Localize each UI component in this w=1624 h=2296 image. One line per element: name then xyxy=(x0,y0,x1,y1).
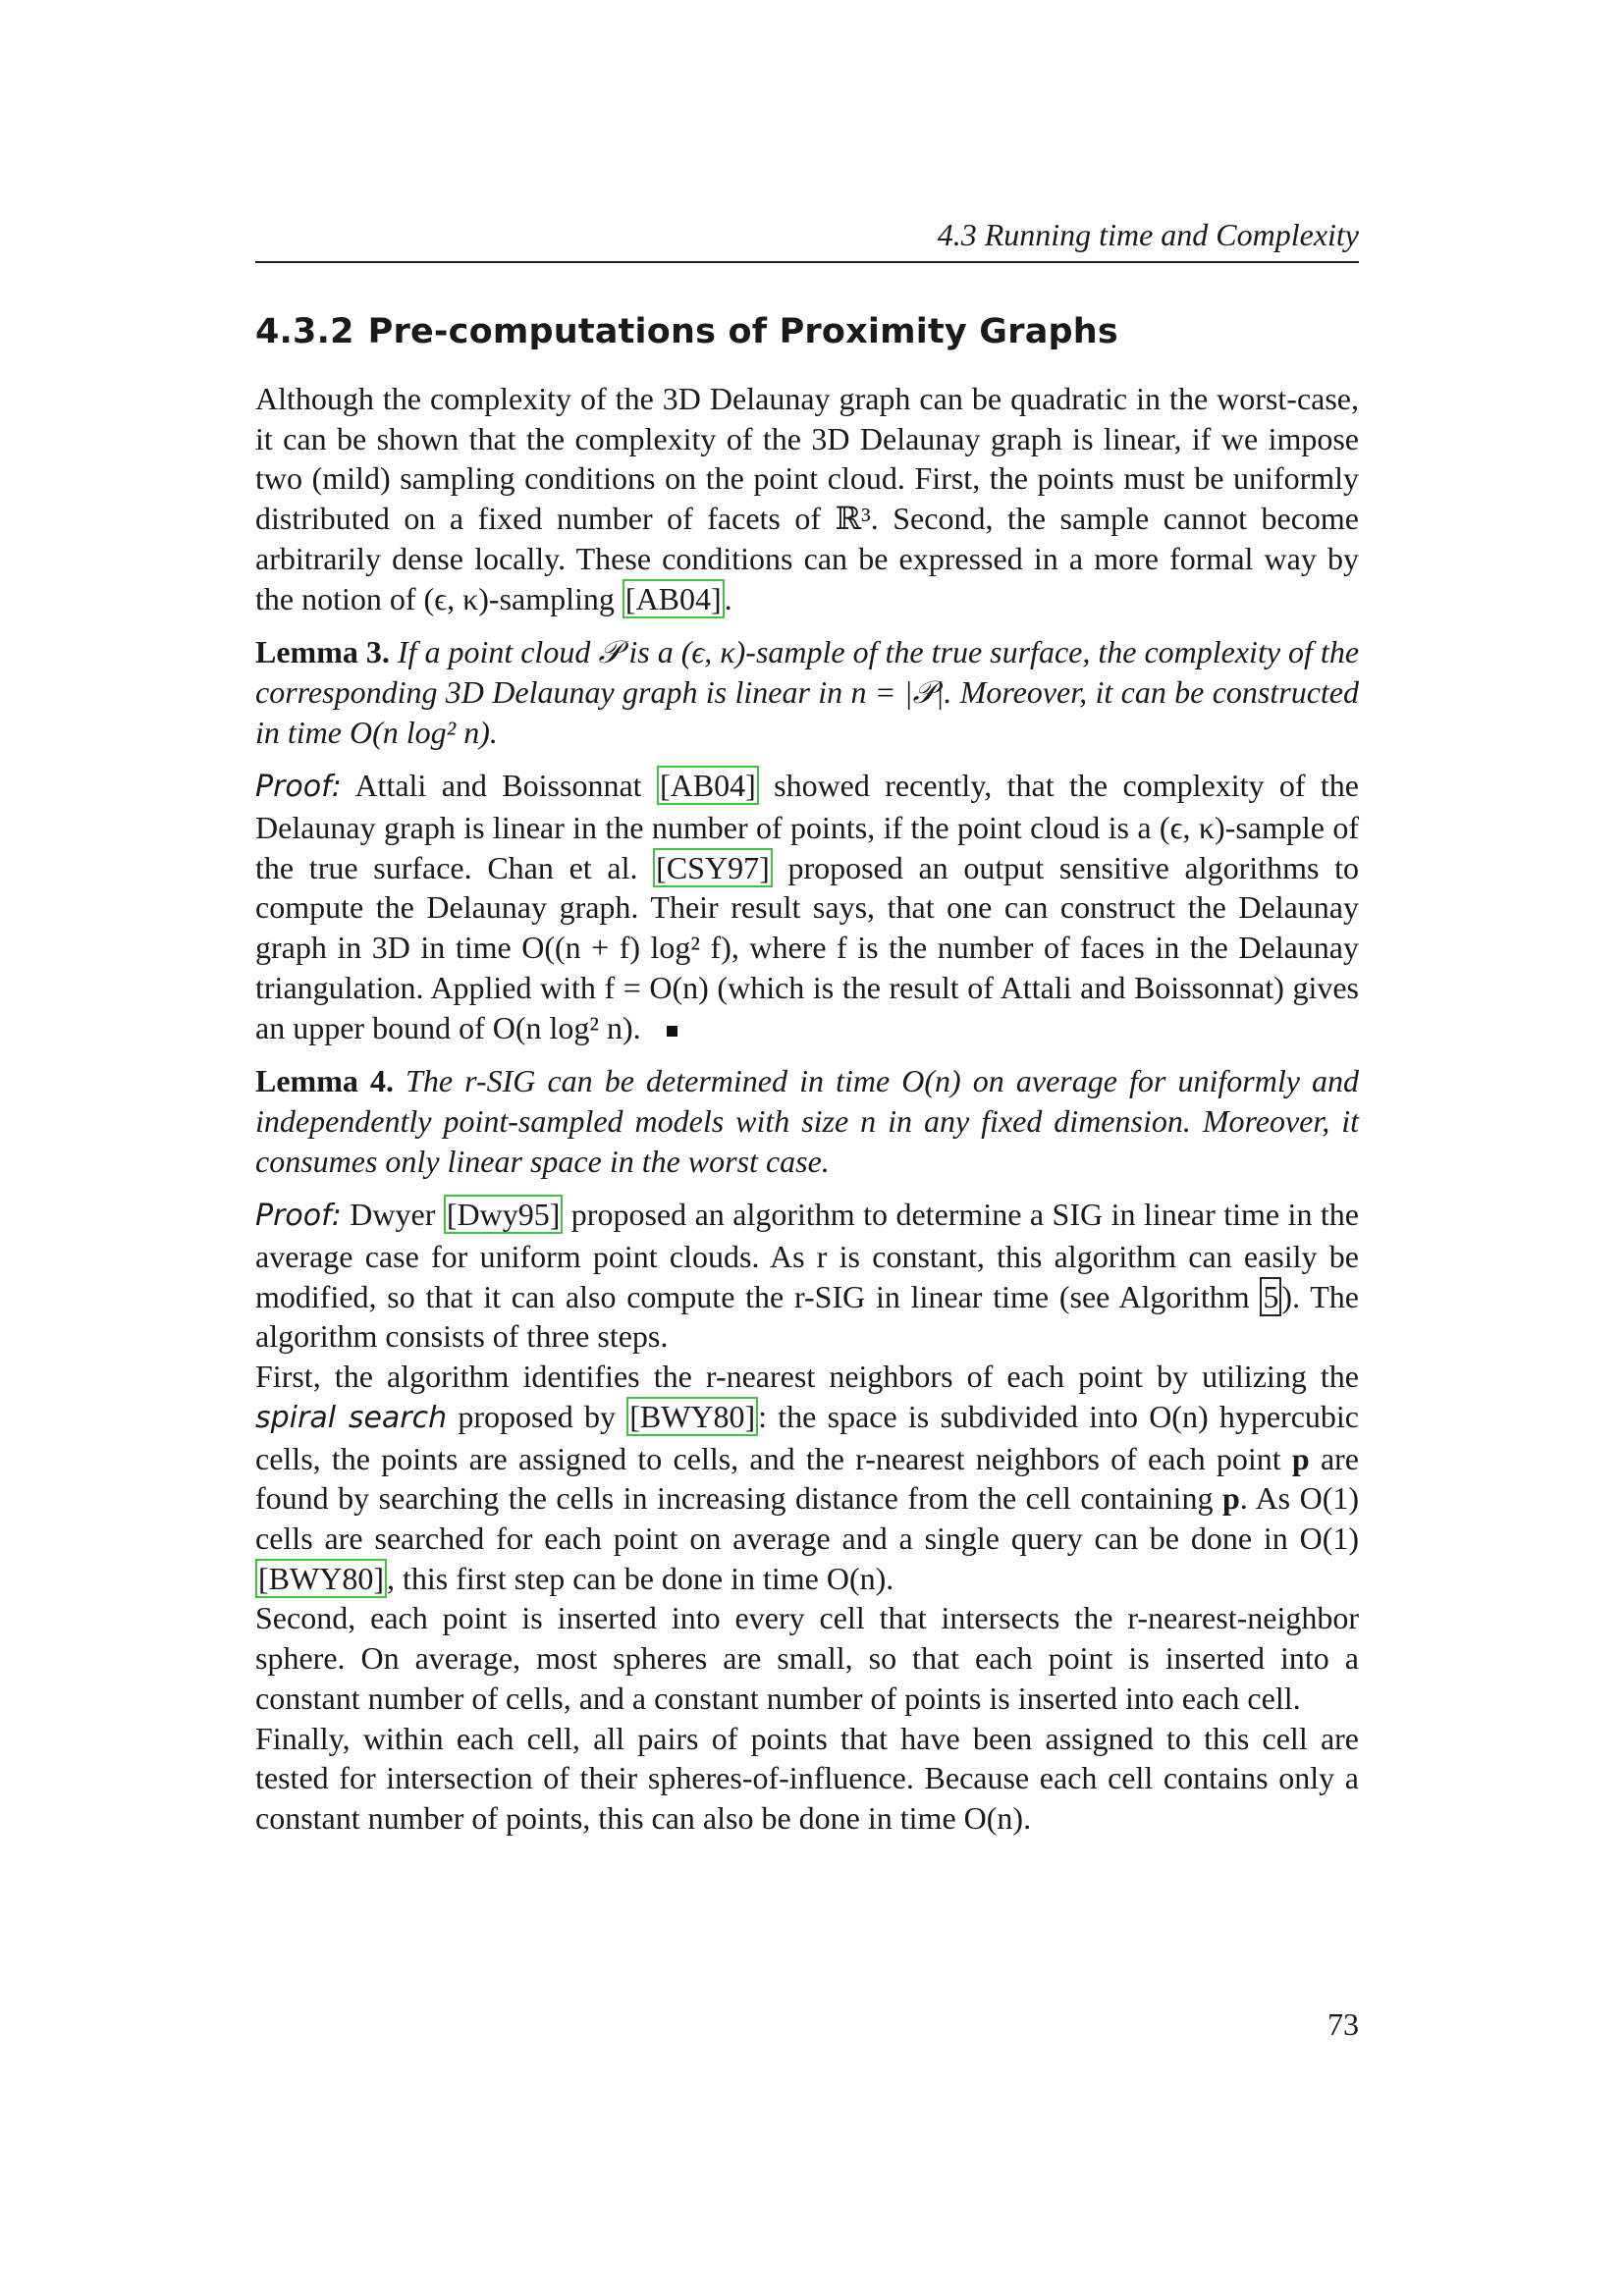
citation-ab04[interactable]: [AB04] xyxy=(623,579,725,618)
first-text-a: First, the algorithm identifies the r-nearest neighbors of each point by utilizing the xyxy=(255,1359,1359,1395)
citation-csy97[interactable]: [CSY97] xyxy=(653,848,773,887)
first-text-b: proposed by xyxy=(447,1398,627,1434)
intro-text-end: . xyxy=(724,580,732,616)
lemma-3 xyxy=(255,632,1359,752)
proof-label: Proof: xyxy=(255,770,342,805)
section-number: 4.3.2 xyxy=(255,312,354,351)
intro-text: Although the complexity of the 3D Delaunay graph can be quadratic in the worst-case, it can be shown that the complexity of the 3D Delaunay graph is linear, if we impose two (mild) sampling conditions on the point cloud. First, the points must be uniformly distributed on a fixed number of facets of ℝ³. Second, the sample cannot become arbitrarily dense locally. These conditions can be expressed in a more formal way by the notion of (ϵ, κ)-sampling xyxy=(255,381,1359,616)
point-p-bold: p xyxy=(1221,1480,1240,1517)
intro-paragraph xyxy=(255,379,1359,618)
citation-bwy80[interactable]: [BWY80] xyxy=(255,1559,387,1598)
spiral-search-term: spiral search xyxy=(255,1400,448,1435)
lemma-3-label: Lemma 3. xyxy=(255,634,390,670)
proof-lemma-3 xyxy=(255,766,1359,1047)
citation-ab04[interactable]: [AB04] xyxy=(657,766,759,805)
section-heading xyxy=(255,312,1118,351)
proof-3-text-c: proposed an output sensitive algorithms to compute the Delaunay graph. Their result says, that one can construct the Delaunay graph in 3D in time O((n + f) log² f), where f is the number of faces in the Delaunay triangulation. Applied with f = O(n) (which is the result of Attali and Boissonnat) gives an upper bound of O(n log² n). xyxy=(255,849,1359,1045)
page-number: 73 xyxy=(1327,2006,1359,2042)
step-first-paragraph xyxy=(255,1357,1359,1598)
proof-3-text-a: Attali and Boissonnat xyxy=(341,768,657,804)
proof-3-text-b: showed recently, that the complexity of the Delaunay graph is linear in the number of points, if the point cloud is a (ϵ, κ)-sample of the true surface. Chan et al. xyxy=(255,768,1360,885)
step-second-paragraph: Second, each point is inserted into every cell that intersects the r-nearest-neighbor sphere. On average, most spheres are small, so that each point is inserted into a constant number of cells, and a constant number of points is inserted into each cell. xyxy=(255,1600,1359,1716)
lemma-4 xyxy=(255,1061,1359,1181)
proof-label: Proof: xyxy=(255,1199,342,1234)
proof-4-text-a: Dwyer xyxy=(341,1197,444,1233)
running-title: 4.3 Running time and Complexity xyxy=(937,217,1359,252)
algorithm-ref-5[interactable]: 5 xyxy=(1260,1277,1281,1316)
first-text-d: are found by searching the cells in increasing distance from the cell containing xyxy=(255,1440,1360,1517)
first-text-c: : the space is subdivided into O(n) hypercubic cells, the points are assigned to cells, and the r-nearest neighbors of each point xyxy=(255,1398,1360,1476)
point-p-bold: p xyxy=(1291,1440,1310,1476)
lemma-3-statement: If a point cloud 𝒫 is a (ϵ, κ)-sample of the true surface, the complexity of the corresponding 3D Delaunay graph is linear in n = |𝒫|. Moreover, it can be constructed in time O(n log² n). xyxy=(255,634,1360,750)
citation-dwy95[interactable]: [Dwy95] xyxy=(444,1195,564,1234)
lemma-4-label: Lemma 4. xyxy=(255,1063,394,1099)
lemma-4-statement: The r-SIG can be determined in time O(n) on average for uniformly and independently point-sampled models with size n in any fixed dimension. Moreover, it consumes only linear space in the worst case. xyxy=(255,1063,1360,1179)
step-finally-paragraph: Finally, within each cell, all pairs of points that have been assigned to this cell are tested for intersection of their spheres-of-influence. Because each cell contains only a constant number of points, this can also be done in time O(n). xyxy=(255,1720,1359,1836)
qed-square-icon xyxy=(667,1026,677,1037)
citation-bwy80[interactable]: [BWY80] xyxy=(626,1397,758,1436)
section-title: Pre-computations of Proximity Graphs xyxy=(367,312,1118,351)
first-text-f: , this first step can be done in time O(n). xyxy=(386,1560,894,1596)
proof-4-text-b: proposed an algorithm to determine a SIG in linear time in the average case for uniform point clouds. As r is constant, this algorithm can easily be modified, so that it can also compute the r-SIG in linear time (see Algorithm xyxy=(255,1197,1359,1314)
first-text-e: . As O(1) cells are searched for each point on average and a single query can be done in O(1) xyxy=(255,1480,1360,1556)
running-header xyxy=(255,214,1359,263)
body-text xyxy=(255,379,1359,1839)
proof-lemma-4 xyxy=(255,1195,1359,1357)
page xyxy=(255,0,1359,2296)
proof-4-text-c: ). The algorithm consists of three steps. xyxy=(255,1278,1360,1355)
